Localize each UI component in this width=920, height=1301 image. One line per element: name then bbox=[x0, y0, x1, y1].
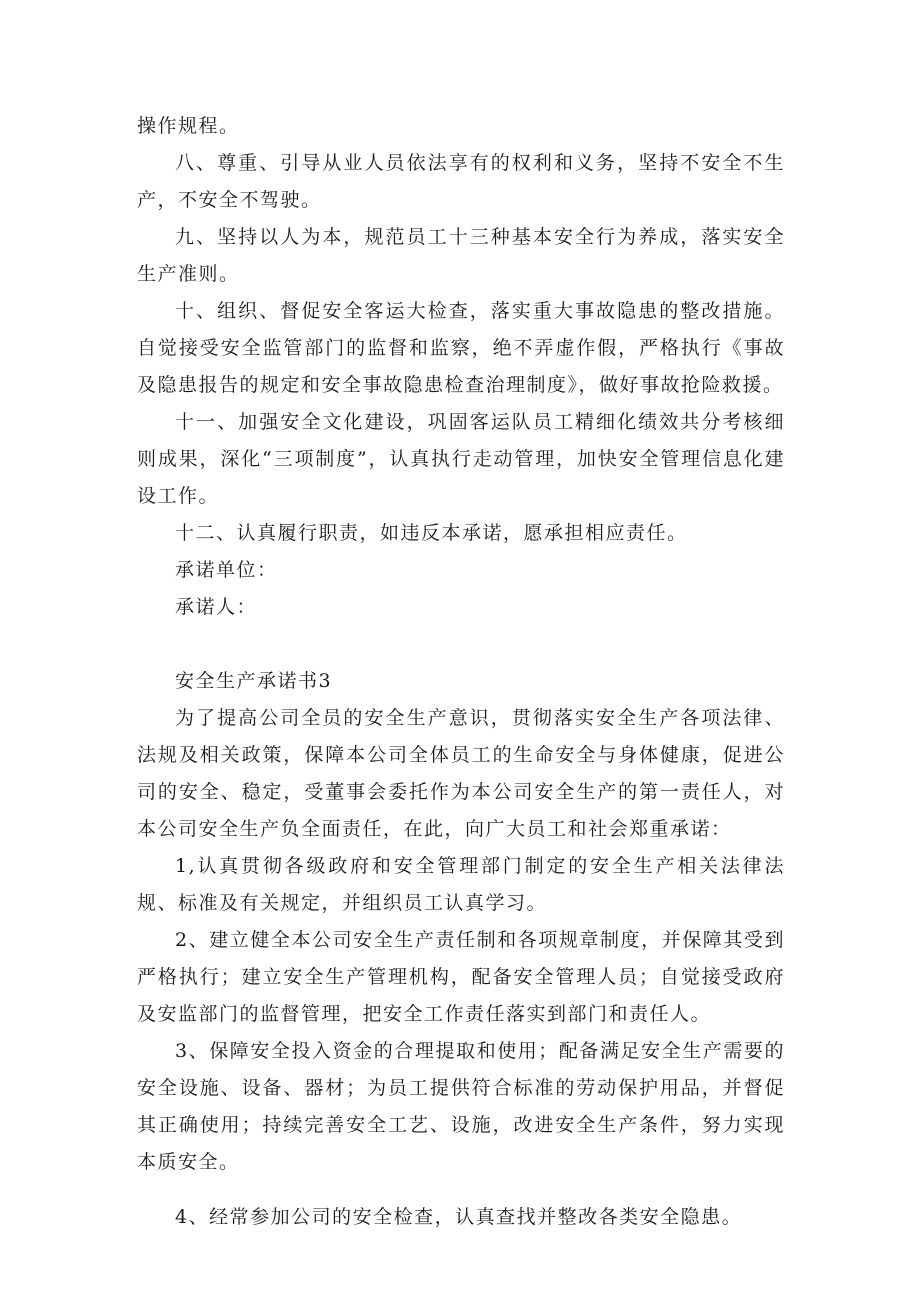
commitment-item-1: 1,认真贯彻各级政府和安全管理部门制定的安全生产相关法律法规、标准及有关规定，并组织员工认真学习。 bbox=[137, 855, 785, 914]
promiser-label: 承诺人： bbox=[175, 596, 258, 618]
paragraph-continuation: 操作规程。 bbox=[137, 115, 240, 137]
commitment-item-4: 4、经常参加公司的安全检查，认真查找并整改各类安全隐患。 bbox=[175, 1206, 743, 1228]
item-eleven: 十一、加强安全文化建设，巩固客运队员工精细化绩效共分考核细则成果，深化“三项制度”，认真执行走动管理，加快安全管理信息化建设工作。 bbox=[137, 411, 785, 507]
section-intro: 为了提高公司全员的安全生产意识，贯彻落实安全生产各项法律、法规及相关政策，保障本公司全体员工的生命安全与身体健康，促进公司的安全、稳定，受董事会委托作为本公司安全生产的第一责任人，对本公司安全生产负全面责任，在此，向广大员工和社会郑重承诺： bbox=[137, 707, 785, 840]
promise-unit-label: 承诺单位： bbox=[175, 559, 278, 581]
document-page bbox=[137, 108, 785, 1236]
commitment-item-2: 2、建立健全本公司安全生产责任制和各项规章制度，并保障其受到严格执行；建立安全生产管理机构，配备安全管理人员；自觉接受政府及安监部门的监督管理，把安全工作责任落实到部门和责任人。 bbox=[137, 929, 785, 1025]
item-eight: 八、尊重、引导从业人员依法享有的权利和义务，坚持不安全不生产，不安全不驾驶。 bbox=[137, 152, 785, 211]
item-twelve: 十二、认真履行职责，如违反本承诺，愿承担相应责任。 bbox=[175, 522, 688, 544]
item-nine: 九、坚持以人为本，规范员工十三种基本安全行为养成，落实安全生产准则。 bbox=[137, 226, 785, 285]
section-title: 安全生产承诺书3 bbox=[175, 670, 333, 692]
commitment-item-3: 3、保障安全投入资金的合理提取和使用；配备满足安全生产需要的安全设施、设备、器材；为员工提供符合标准的劳动保护用品，并督促其正确使用；持续完善安全工艺、设施，改进安全生产条件，努力实现本质安全。 bbox=[137, 1040, 785, 1173]
item-ten: 十、组织、督促安全客运大检查，落实重大事故隐患的整改措施。自觉接受安全监管部门的监督和监察，绝不弄虚作假，严格执行《事故及隐患报告的规定和安全事故隐患检查治理制度》，做好事故抢险救援。 bbox=[137, 300, 785, 396]
